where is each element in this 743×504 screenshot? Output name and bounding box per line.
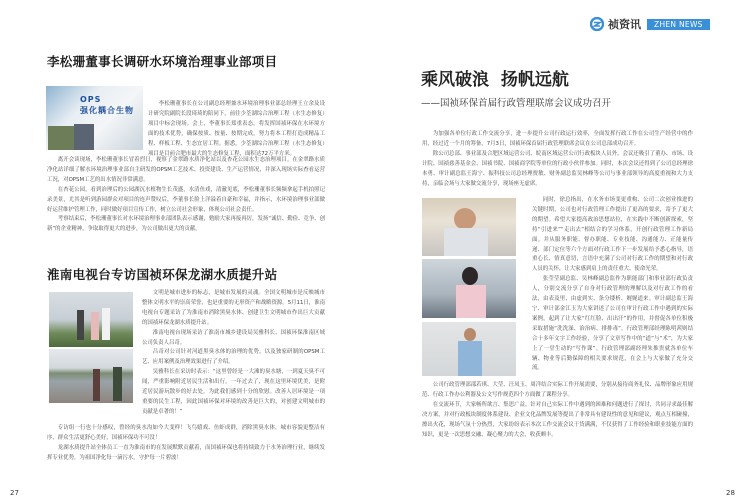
photo-sign: OPS 强化耦合生物 — [80, 95, 134, 115]
brand-logo-icon — [590, 17, 604, 31]
article2-body: 专访组一行也十分感叹，曾经的臭水沟如今大变样！飞鸟嬉戏、鱼虾成群，消除黑臭水体，城市容貌更整洁有序，群众生活更舒心美好，国祯环保功不可没！ 龙湖水质提升站全体员工一直为淮南市的在发展默默贡献着，而国祯环保也将持续致力于水务治理行业，继续发挥专业优势，为祖国净化每一滴污水，守护每一片碧波！ — [47, 425, 325, 461]
article1-title: 李松珊董事长调研水环境治理事业部项目 — [47, 54, 278, 69]
article-subtitle: ——国祯环保首届行政管理联席会议成功召开 — [421, 98, 612, 109]
brand-tag: ZHEN NEWS — [647, 19, 710, 30]
article1-body: 离开会谈现场，李松珊董事长冒着烈日，视察了金翠路水质净化站以及杏花公园水生态治理项目。在金翠路水质净化站详细了解水环境治理事业部自主研发的OPSM工艺技术、投资建设、生产运营情况，并深入现场实际查看运营工况，对OPSM工艺的出水情况非常满意。 在杏花公园，看到治理后的公园湖沉水植物生长茂盛，水清鱼戏，清澈见底，李松珊董事长频频拿起手机拍照记录美景，尤其是听到游园群众对项目的连声赞叹后，李董事长脸上洋溢着自豪和幸福，并指示，水环境治理事业部做好运营维护管理工作，同时做好项目宣传工作，树立公司社会形象，体现公司社会责任。 考察结束后，李松珊董事长对水环境治理事业部团队表示感谢，勉励大家再接再厉，发扬“诚信、勤俭、竞争、创新”的企业精神，争取取得更大的进步，为公司做出更大的贡献。 — [47, 157, 325, 233]
article-title: 乘风破浪 扬帆远航 — [421, 70, 569, 90]
photo-meeting-presenter — [422, 322, 516, 376]
article2-column: 文明是城市进步的标志，是城市发展的灵魂。全国文明城市是反映城市整体文明水平的崇高荣誉，也是重要的无形资产和战略资源。5月11日，淮南电视台专题采访了为淮南市消除黑臭水体、创建卫生文明城市作出巨大贡献的国祯环保龙湖水质提升站。 淮南电视台现场采访了淮南市城乡建设局吴雅科长、国祯环保淮南区域公司负责人吕奇。 吕奇对公司针对河道黑臭水体的治理的优势，以及独家研制的OPSM工艺、应用案例及治理效果进行了介绍。 吴雅科长在采访时表示：“这里曾经是一大滩的臭水塘，一到夏天臭不可闻，严重影响附近居民生活和出行。一年过去了，现在这里环境优美，是附近居民游玩散步的好去处。为此我们感到十分的欣慰。改善人居环境是一项重要的民生工程，因此国祯环保对环境的改善是巨大的，对创建文明城市的贡献是卓著的！” — [142, 290, 325, 415]
article-body: 公司行政管理部邵若琪、大莹、汪凤玉、周洋结合实际工作开展需要，分别从接待商务礼仪、品牌形象应用规范、行政工作办公利器及公文写作规范四个方面做了课程分享。 在交流环节，大家畅所欲言、集思广益，针对自己实际工作中遇到的困难和问题进行了探讨，共同寻求最佳解决方案，并对行政板块制度体系建设、企业文化品牌发展等提出了非常具有建设性的意见和建议，观点互相碰撞，擦出火花，现场气氛十分热烈，大家纷纷表示本次工作交流会议干货满满，不仅获得了工作经验和职业技能方面的知识，更是一次思想交融、凝心聚力的大会，收获颇丰。 — [422, 382, 693, 438]
brand-header — [590, 16, 710, 32]
page-number-right: 28 — [726, 489, 735, 497]
photo-meeting-attendee — [422, 259, 516, 318]
page-number-left: 27 — [10, 489, 19, 497]
article1-intro: 李松珊董事长在公司副总经理兼水环境治理事业部总经理王立余及设计研究院副院长段琦琦的陪同下，前往少荃湖综合治理工程（水生态修复）项目中标会现场。会上，李董事长郑重表态，将发挥国祯环保在水环境方面的技术优势，确保按质、按量、按期完成，努力将本工程打造成精品工程、样板工程、生态宜居工程。据悉，少荃湖综合治理工程（水生态修复）项目是目前合肥市最大的生态修复工程，面积达72万平方米。 — [148, 101, 325, 157]
photo-meeting-speaker — [422, 198, 516, 256]
photo-tv-interview-1 — [49, 292, 133, 347]
article2-title: 淮南电视台专访国祯环保龙湖水质提升站 — [47, 267, 278, 282]
photo-chairman-visit — [46, 86, 143, 150]
article-column: 同时，徐总指出，在水务市场变更重构、公司二次创业推进的关键时期，公司也对行政管理工作提出了更高的要求，寄予了更大的期望。希望大家提高政治思想站位，在实践中不断创新探索，坚持“引进来”“走出去”相结合的学习体系，开创行政管理工作新局面。并从服务职能、督办职能、专业技能、沟通能力、正能量传递、部门定位等六个方面对行政工作下一步发展给予悉心指导，语重心长、情真意切，言语中充满了公司对行政工作的期望和对行政人员的关怀，让大家感到肩上的责任重大、使命光荣。 张莹莹副总监、吴林峰副总监作为职能部门和事业部行政负责人，分别交流分享了自身对行政管理的理解以及对行政工作的看法，由表及里、由虚到实、条分缕析、娓娓道来。审计副总监王海宁、审计部金江玉为大家讲述了公司在审计行政工作中遇到的实际案例，起到了让大家“红红脸、出出汗”的作用，并督促各单位积极采取措施“洗洗澡、治治病、排排毒”。行政管理部经理陈明茜则结合十多年文字工作经验，分享了文章写作中的“道”与“术”，为大家上了一堂生动的“写作课”。行政管理部副经理朱推贵就各单位车辆、物业等后勤保障的相关要求规范，在会上与大家做了充分交流。 — [532, 197, 693, 372]
photo-tv-interview-2 — [49, 349, 133, 403]
brand-name: 祯资讯 — [608, 18, 641, 31]
article-intro: 为加强各单位行政工作交流分享，进一步提升公司行政运行效率，全面发挥行政工作在公司生产经营中的作用，经过近一个月的筹备，7月3日，国祯环保首届行政管理联席会议在公司总部成功召开。 除公司总部、事业部及合肥区域运营公司、皖南区域运营公司行政板块人员外，会议还吸引了董办、市场、设计院、国祯慈善基金会、国祯书院、国祯商学院等单位的行政小伙伴参加。同时，本次会议还得到了公司总经理徐本勇、审计副总监王海宁、振科技公司总经理贾敏、财务副总监吴林峰等公司与事业部领导的高度重视和大力支持，亲临会场与大家做交流分享，现场座无虚席。 — [422, 131, 693, 187]
